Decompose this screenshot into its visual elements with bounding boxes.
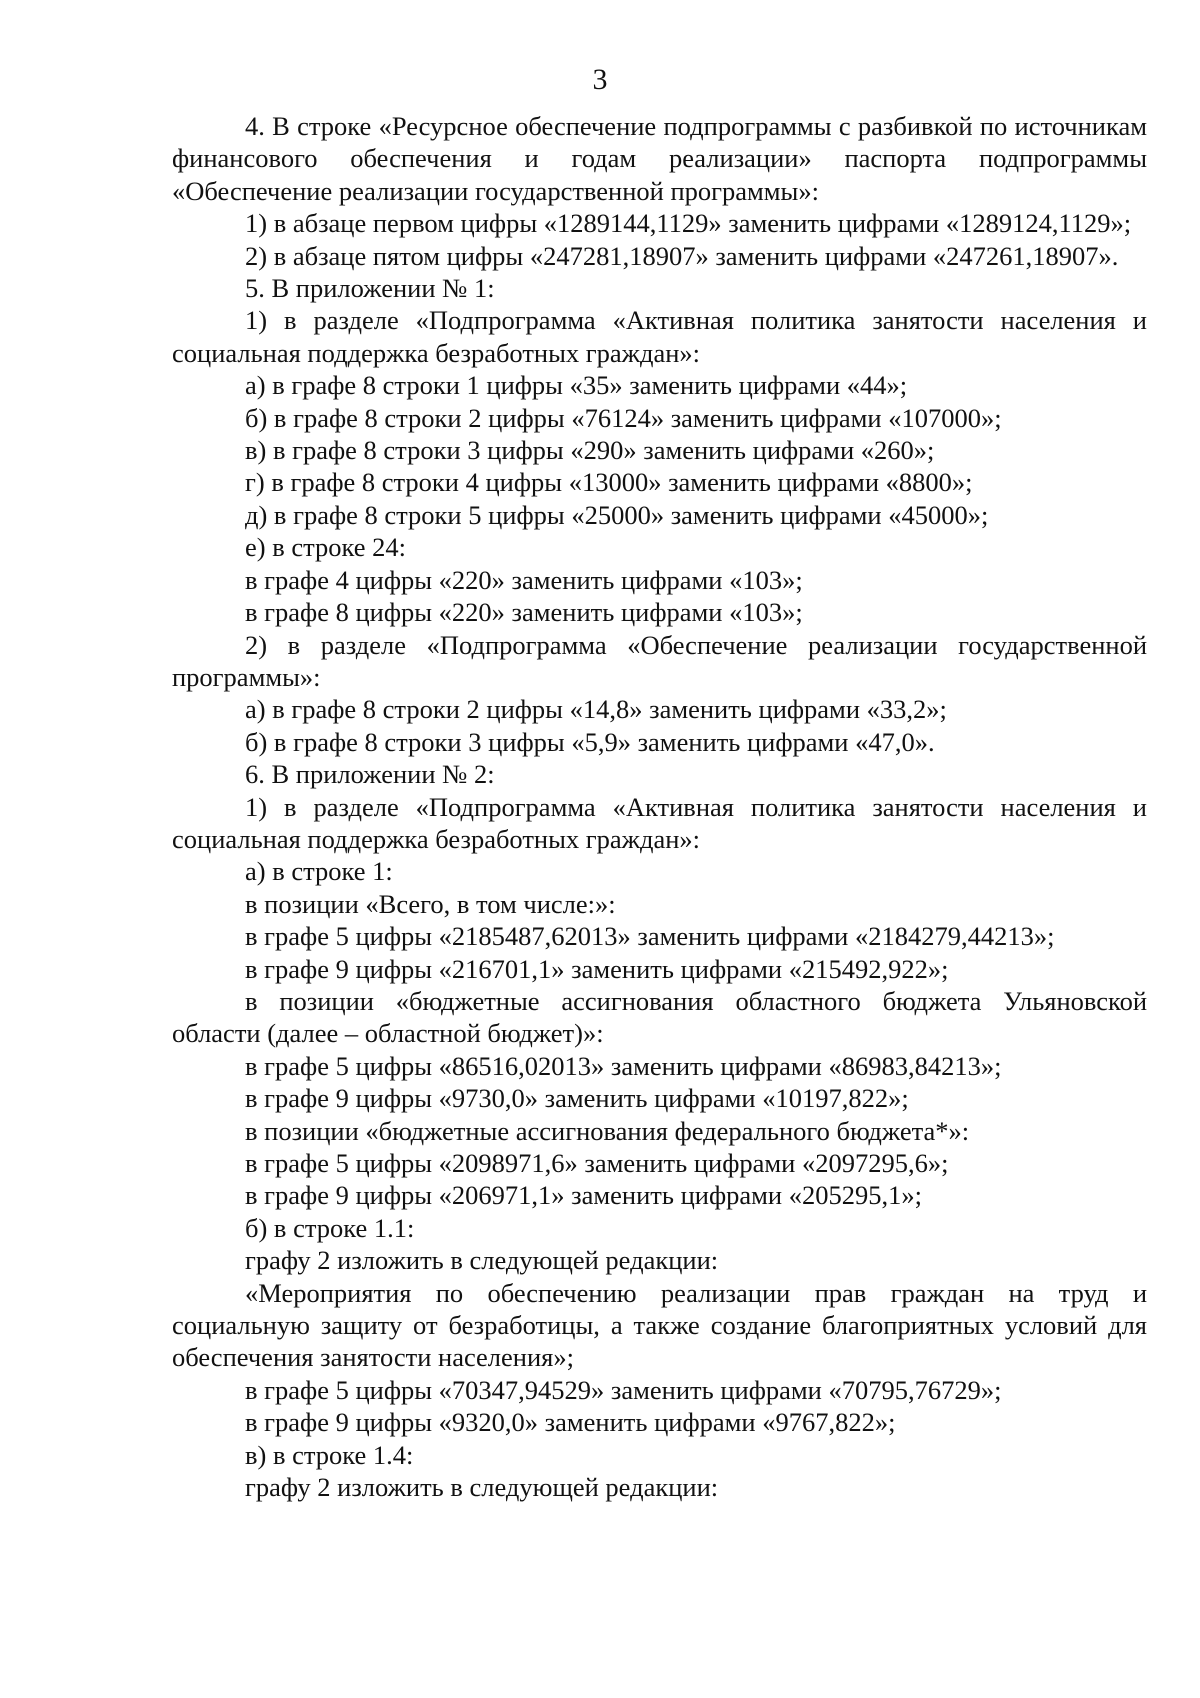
paragraph: в графе 4 цифры «220» заменить цифрами «103»; [245,564,803,595]
paragraph: 4. В строке «Ресурсное обеспечение подпрограммы с разбивкой по источникам финансового обеспечения и годам реализации» паспорта подпрограммы «Обеспечение реализации государственной программы»: [172,111,1147,206]
paragraph: б) в графе 8 строки 3 цифры «5,9» заменить цифрами «47,0». [245,726,935,757]
paragraph: в графе 9 цифры «9730,0» заменить цифрами «10197,822»; [245,1083,909,1114]
paragraph: 1) в абзаце первом цифры «1289144,1129» заменить цифрами «1289124,1129»; [245,208,1132,239]
paragraph: «Мероприятия по обеспечению реализации прав граждан на труд и социальную защиту от безработицы, а также создание благоприятных условий для обеспечения занятости населения»; [172,1277,1147,1373]
paragraph: в графе 5 цифры «70347,94529» заменить цифрами «70795,76729»; [245,1374,1002,1405]
paragraph: графу 2 изложить в следующей редакции: [245,1245,719,1276]
paragraph: в позиции «Всего, в том числе:»: [245,888,616,919]
paragraph: г) в графе 8 строки 4 цифры «13000» заменить цифрами «8800»; [245,467,973,498]
paragraph: в графе 5 цифры «2098971,6» заменить цифрами «2097295,6»; [245,1148,949,1178]
paragraph: в графе 9 цифры «216701,1» заменить цифрами «215492,922»; [245,953,949,984]
paragraph: в графе 5 цифры «2185487,62013» заменить цифрами «2184279,44213»; [245,921,1055,952]
paragraph: в) в графе 8 строки 3 цифры «290» заменить цифрами «260»; [245,435,935,466]
paragraph: б) в графе 8 строки 2 цифры «76124» заменить цифрами «107000»; [245,402,1002,433]
paragraph: в позиции «бюджетные ассигнования федерального бюджета*»: [245,1115,970,1146]
paragraph: е) в строке 24: [245,532,406,563]
paragraph: а) в графе 8 строки 2 цифры «14,8» заменить цифрами «33,2»; [245,694,947,725]
paragraph: в графе 5 цифры «86516,02013» заменить цифрами «86983,84213»; [245,1050,1002,1081]
paragraph: в графе 8 цифры «220» заменить цифрами «103»; [245,597,803,628]
document-body [172,110,1147,1503]
paragraph: в) в строке 1.4: [245,1439,414,1470]
paragraph: д) в графе 8 строки 5 цифры «25000» заменить цифрами «45000»; [245,499,989,530]
paragraph: 1) в разделе «Подпрограмма «Активная политика занятости населения и социальная поддержка безработных граждан»: [172,791,1147,854]
paragraph: 2) в разделе «Подпрограмма «Обеспечение реализации государственной программы»: [172,629,1147,692]
paragraph: а) в строке 1: [245,856,393,887]
paragraph: графу 2 изложить в следующей редакции: [245,1472,719,1503]
page-number: 3 [592,63,608,96]
paragraph: в графе 9 цифры «206971,1» заменить цифрами «205295,1»; [245,1180,922,1211]
paragraph: б) в строке 1.1: [245,1212,415,1243]
paragraph: а) в графе 8 строки 1 цифры «35» заменить цифрами «44»; [245,370,908,401]
paragraph: 5. В приложении № 1: [245,273,495,304]
paragraph: 6. В приложении № 2: [245,759,495,790]
paragraph: в графе 9 цифры «9320,0» заменить цифрами «9767,822»; [245,1407,896,1438]
paragraph: в позиции «бюджетные ассигнования областного бюджета Ульяновской области (далее – областной бюджет)»: [172,985,1147,1049]
paragraph: 1) в разделе «Подпрограмма «Активная политика занятости населения и социальная поддержка безработных граждан»: [172,305,1147,368]
paragraph: 2) в абзаце пятом цифры «247281,18907» заменить цифрами «247261,18907». [245,240,1119,271]
